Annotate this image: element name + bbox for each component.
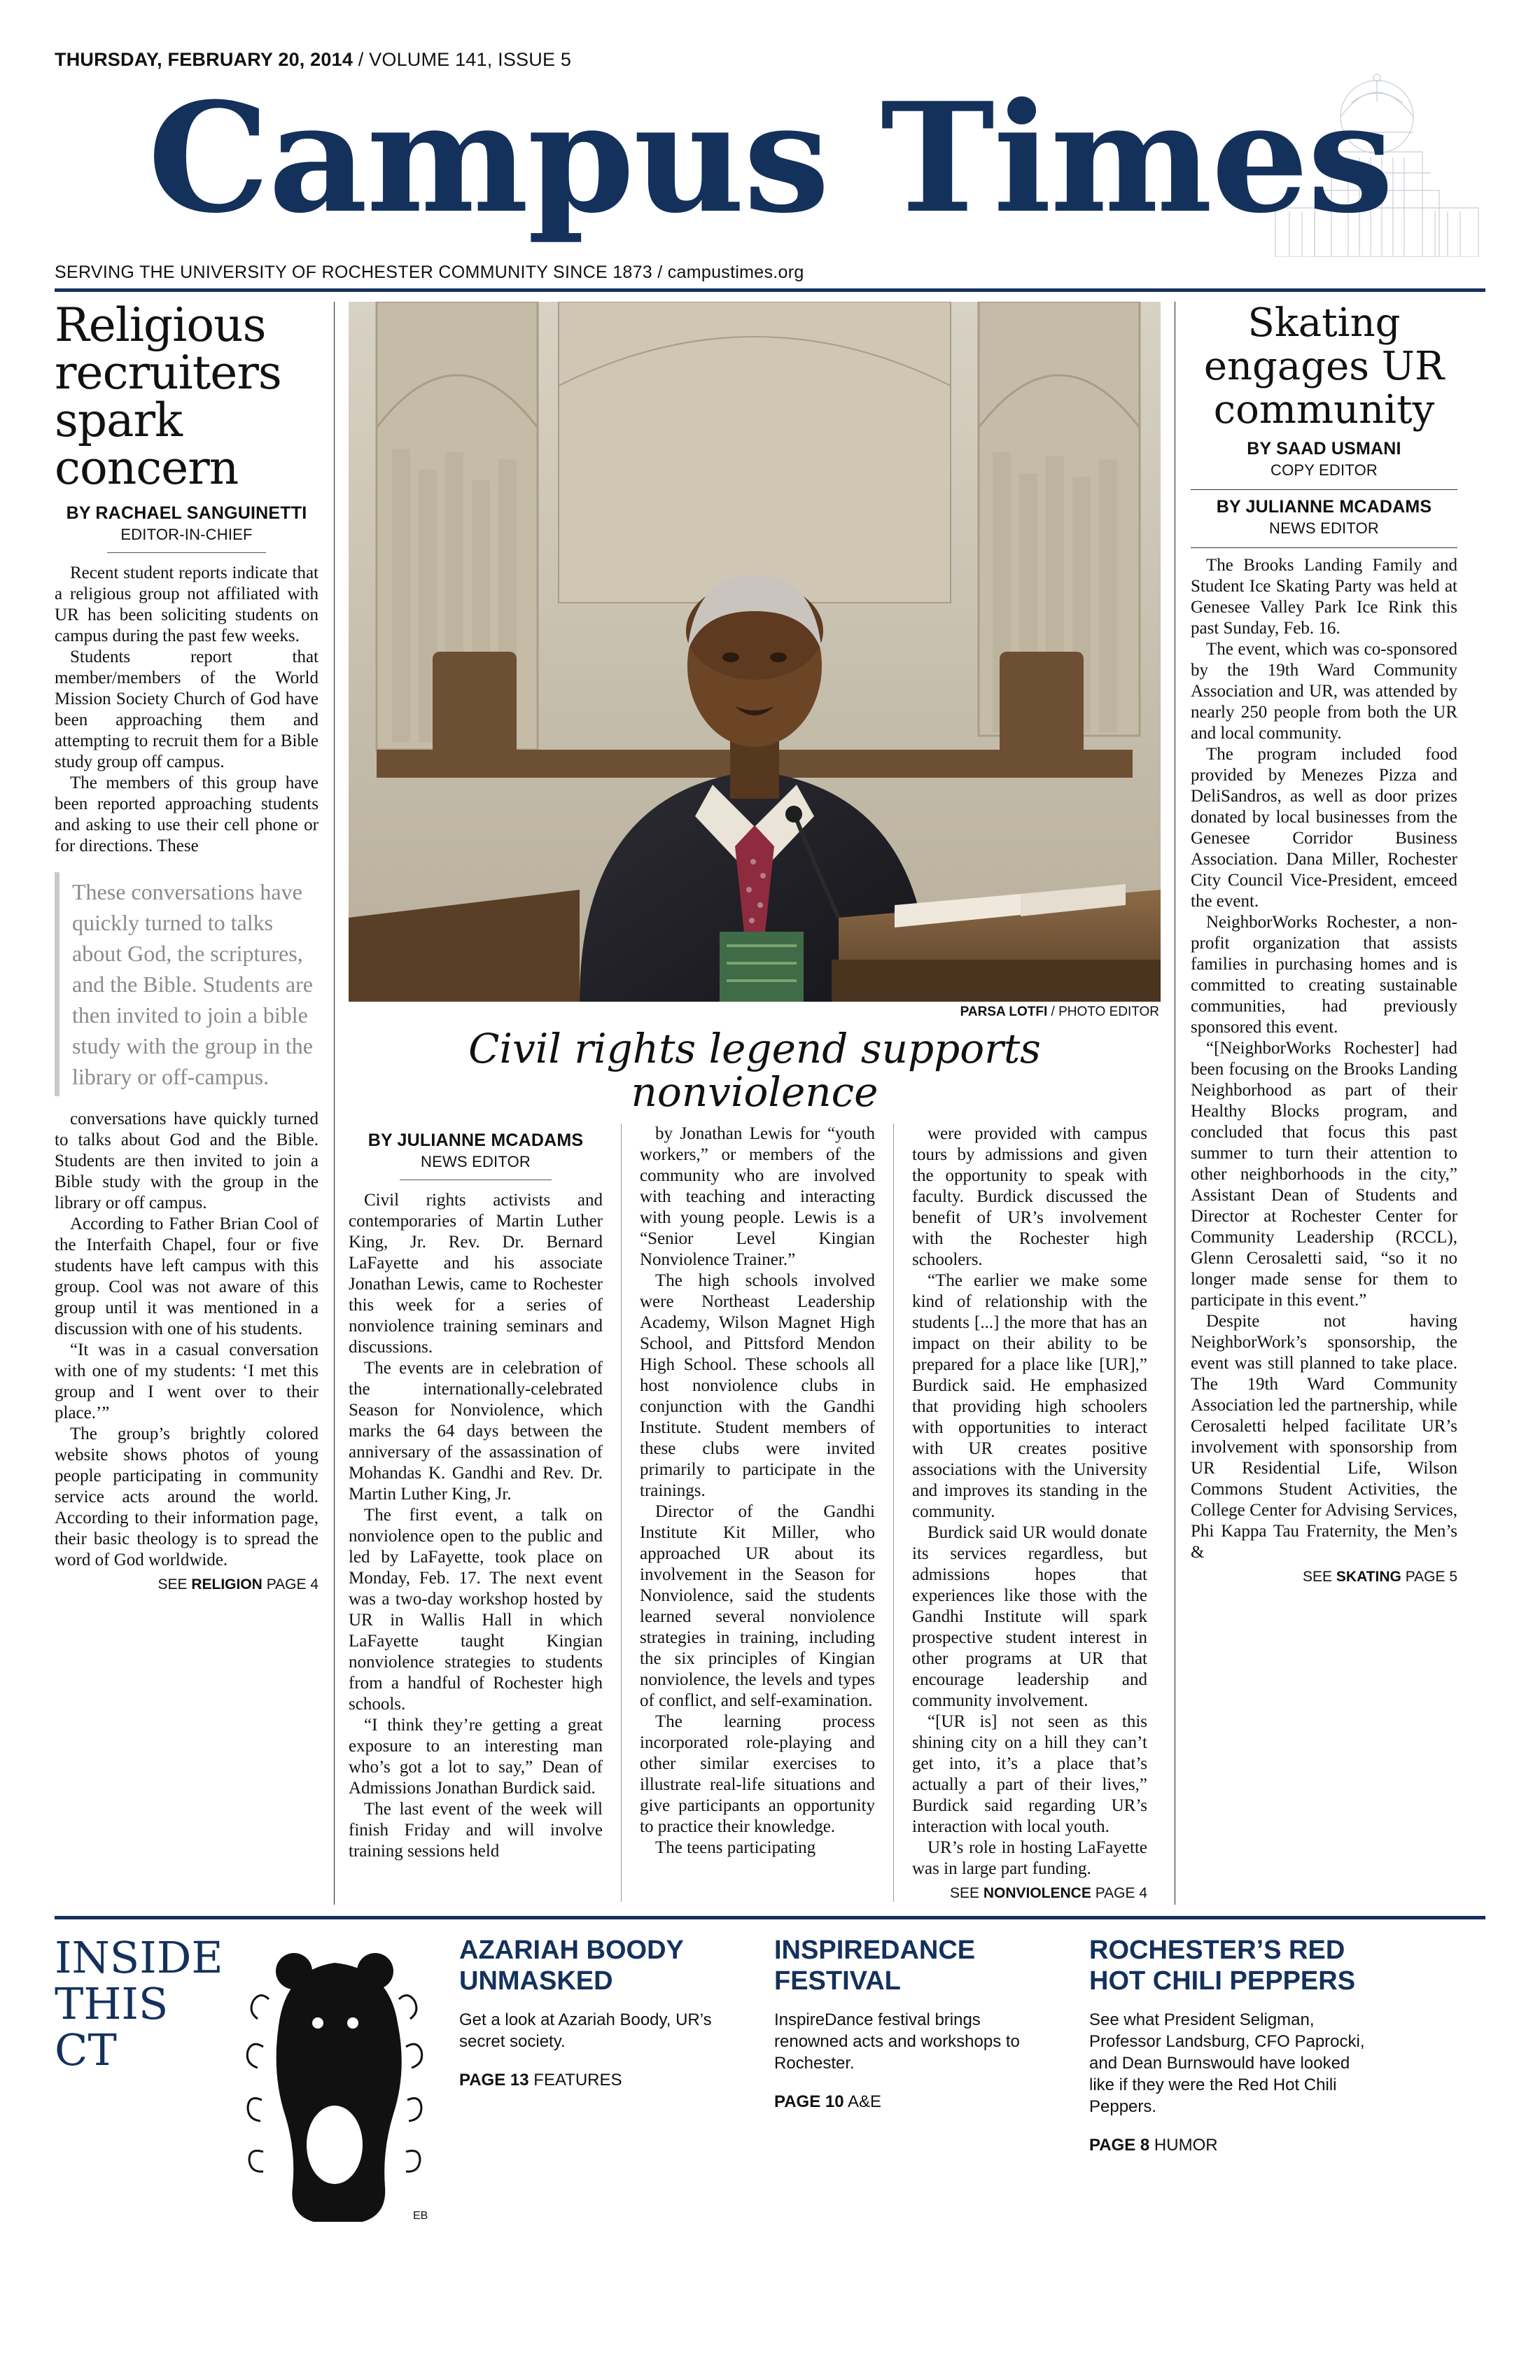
left-headline: Religious recruiters spark concern <box>55 298 281 495</box>
lead-photo <box>349 302 1161 1002</box>
teaser-1-title: AZARIAH BOODY UNMASKED <box>459 1935 684 1996</box>
paragraph: According to Father Brian Cool of the Interfaith Chapel, four or five students have left campus with this group. Cool was not aware of this group until it was mentioned in a discussion with one of his students. <box>55 1214 318 1338</box>
left-byline-title: EDITOR-IN-CHIEF <box>120 526 253 543</box>
teaser-1-page: PAGE 13 <box>459 2071 529 2090</box>
see-label: SEE <box>949 1885 979 1901</box>
dateline-date: THURSDAY, FEBRUARY 20, 2014 <box>55 49 354 70</box>
masthead-tagline: SERVING THE UNIVERSITY OF ROCHESTER COMMUNITY SINCE 1873 / campustimes.org <box>55 262 804 282</box>
paragraph: The teens participating <box>655 1838 816 1857</box>
left-story <box>55 298 335 1905</box>
center-continued-ref[interactable] <box>912 1885 1147 1902</box>
see-page: PAGE 4 <box>266 1576 318 1592</box>
teaser-1-text: Get a look at Azariah Boody, UR’s secret society. <box>459 2010 712 2051</box>
left-body <box>55 563 318 857</box>
teaser-3-section: HUMOR <box>1149 2136 1218 2155</box>
inside-this-ct <box>55 1932 1485 2236</box>
dateline-volume: / VOLUME 141, ISSUE 5 <box>353 49 572 70</box>
right-byline-1: BY SAAD USMANI <box>1247 439 1401 458</box>
paragraph: “[UR is] not seen as this shining city on a hill they can’t get into, it’s a place that’s actually a part of their lives,” Burdick said regarding UR’s interaction with local youth. <box>912 1712 1147 1836</box>
inside-label-line2: THIS CT <box>55 1978 169 2076</box>
inside-label-line1: INSIDE <box>55 1932 223 1983</box>
paragraph: The Brooks Landing Family and Student Ice Skating Party was held at Genesee Valley Park Ice Rink this past Sunday, Feb. 16. <box>1191 556 1457 638</box>
see-page: PAGE 4 <box>1095 1885 1147 1901</box>
teaser-1-page-ref[interactable] <box>459 2071 735 2090</box>
teaser-1-section: FEATURES <box>528 2071 622 2090</box>
see-page: PAGE 5 <box>1405 1569 1457 1585</box>
left-byline: BY RACHAEL SANGUINETTI <box>66 503 307 523</box>
paragraph: NeighborWorks Rochester, a non-profit organization that assists families in purchasing homes and is committed to creating sustainable communities, had previously sponsored this event. <box>1191 913 1457 1037</box>
lead-photo-illustration <box>349 302 1161 1002</box>
left-continued-ref[interactable] <box>55 1576 318 1593</box>
teaser-2-page-ref[interactable] <box>774 2092 1050 2112</box>
right-story <box>1175 302 1457 1905</box>
center-story <box>335 302 1175 1905</box>
paragraph: The group’s brightly colored website shows photos of young people participating in community service acts around the world. According to their information page, their basic theology is to spread the word of God worldwide. <box>55 1424 318 1569</box>
inside-label <box>55 1932 230 2236</box>
photo-credit <box>349 1002 1161 1021</box>
paragraph: “I think they’re getting a great exposure to an interesting man who’s got a lot to say,” Dean of Admissions Jonathan Burdick said. <box>349 1716 603 1798</box>
paragraph: “The earlier we make some kind of relationship with the students [...] the more that has an impact on their ability to be prepared for a place like [UR],” Burdick said. He emphasized that providing high schoolers with opportunities to interact with UR creates positive associations with the University and improves its standing in the community. <box>912 1271 1147 1521</box>
paragraph: Students report that member/members of the World Mission Society Church of God have been approaching them and attempting to recruit them for a Bible study group off campus. <box>55 648 318 771</box>
right-continued-ref[interactable] <box>1191 1569 1457 1586</box>
teaser-2-page: PAGE 10 <box>774 2092 844 2111</box>
photo-credit-role: / PHOTO EDITOR <box>1047 1004 1159 1019</box>
teaser-1[interactable] <box>440 1935 755 2236</box>
paragraph: The event, which was co-sponsored by the 19th Ward Community Association and UR, was attended by nearly 250 people from both the UR and local community. <box>1191 640 1457 743</box>
paragraph: The learning process incorporated role-playing and other similar exercises to illustrate real-life situations and give participants an opportunity to practice their knowledge. <box>640 1712 875 1836</box>
paragraph: Despite not having NeighborWork’s sponsorship, the event was still planned to take place. The 19th Ward Community Association led the partnership, while Cerosaletti helped facilitate UR’s involvement with sponsorship from UR Residential Life, Wilson Commons Student Activities, the College Center for Advising Services, Phi Kappa Tau Fraternity, the Men’s & <box>1191 1312 1457 1562</box>
byline-divider <box>1191 489 1457 490</box>
paragraph: The members of this group have been reported approaching students and asking to use their cell phone or for directions. These <box>55 774 318 855</box>
bottom-rule <box>55 1916 1485 1919</box>
teaser-2-text: InspireDance festival brings renowned acts and workshops to Rochester. <box>774 2010 1020 2073</box>
paragraph: Burdick said UR would donate its services regardless, but admissions hopes that experiences like those with the Gandhi Institute will spark prospective student interest in other programs at UR that encourage leadership and community involvement. <box>912 1523 1147 1710</box>
paragraph: The program included food provided by Menezes Pizza and DeliSandros, as well as door prizes donated by local businesses from the Genesee Corridor Business Association. Dana Miller, Rochester City Council Vice-President, emceed the event. <box>1191 745 1457 911</box>
paragraph: Director of the Gandhi Institute Kit Miller, who approached UR about its involvement in the Season for Nonviolence, said the students learned several nonviolence strategies in training, including the six principles of Kingian nonviolence, the levels and types of conflict, and self-examination. <box>640 1502 875 1710</box>
masthead-title: Campus Times <box>147 69 1393 246</box>
paragraph: The last event of the week will finish Friday and will involve training sessions held <box>349 1800 603 1861</box>
teaser-3-page-ref[interactable] <box>1089 2136 1365 2155</box>
see-label: SEE <box>158 1576 188 1592</box>
paragraph: The high schools involved were Northeast Leadership Academy, Wilson Magnet High School, and Pittsford Mendon High School. These schools all host nonviolence clubs in conjunction with the Gandhi Institute. Student members of these clubs were invited primarily to participate in the trainings. <box>640 1271 875 1500</box>
see-tag: NONVIOLENCE <box>983 1885 1091 1901</box>
photo-credit-name: PARSA LOTFI <box>960 1004 1048 1019</box>
teaser-2-section: A&E <box>844 2092 881 2111</box>
byline-divider <box>1191 547 1457 548</box>
see-label: SEE <box>1303 1569 1333 1585</box>
teaser-3-title: ROCHESTER’S RED HOT CHILI PEPPERS <box>1089 1935 1356 1996</box>
teaser-2-title: INSPIREDANCE FESTIVAL <box>774 1935 976 1996</box>
see-tag: SKATING <box>1336 1569 1401 1585</box>
teaser-3-text: See what President Seligman, Professor Landsburg, CFO Paprocki, and Dean Burnswould have looked like if they were the Red Hot Chili Peppers. <box>1089 2010 1365 2116</box>
mascot-illustration <box>230 1935 440 2236</box>
right-headline: Skating engages UR community <box>1203 300 1445 433</box>
left-body-continued <box>55 1109 318 1571</box>
teaser-3-page: PAGE 8 <box>1089 2136 1150 2155</box>
paragraph: “It was in a casual conversation with one of my students: ‘I met this group and I went over to their place.’” <box>55 1340 318 1422</box>
center-column-3 <box>893 1124 1147 1902</box>
paragraph: Civil rights activists and contemporaries of Martin Luther King, Jr. Rev. Dr. Bernard LaFayette and his associate Jonathan Lewis, came to Rochester this week for a series of nonviolence training seminars and discussions. <box>349 1191 603 1357</box>
center-column-1 <box>349 1124 603 1902</box>
right-byline-1-title: COPY EDITOR <box>1270 461 1378 479</box>
artist-signature: EB <box>413 2210 428 2222</box>
teaser-2[interactable] <box>755 1935 1070 2236</box>
center-columns <box>349 1124 1161 1902</box>
paragraph: The events are in celebration of the internationally-celebrated Season for Nonviolence, which marks the 64 days between the anniversary of the assassination of Mohandas K. Gandhi and Rev. Dr. Martin Luther King, Jr. <box>349 1359 603 1504</box>
masthead-rule <box>55 288 1485 292</box>
main-content-grid <box>55 298 1485 1905</box>
center-headline: Civil rights legend supports nonviolence <box>468 1025 1041 1116</box>
center-byline-title: NEWS EDITOR <box>420 1153 531 1170</box>
paragraph: The first event, a talk on nonviolence open to the public and led by LaFayette, took place on Monday, Feb. 17. The next event was a two-day workshop hosted by UR in Wallis Hall in which LaFayette taught Kingian nonviolence strategies to students from a handful of Rochester high schools. <box>349 1506 603 1714</box>
see-tag: RELIGION <box>191 1576 262 1592</box>
right-byline-2-title: NEWS EDITOR <box>1268 519 1380 537</box>
right-body <box>1191 555 1457 1563</box>
masthead <box>55 69 1485 260</box>
byline-divider <box>107 552 265 553</box>
paragraph: were provided with campus tours by admissions and given the opportunity to speak with faculty. Burdick discussed the benefit of UR’s involvement with the Rochester high schoolers. <box>912 1124 1147 1269</box>
paragraph: conversations have quickly turned to talks about God and the Bible. Students are then invited to join a Bible study with the group in the library or off campus. <box>55 1110 318 1212</box>
paragraph: “[NeighborWorks Rochester] had been focusing on the Brooks Landing Neighborhood as part of their Healthy Blocks program, and concluded that focus this past summer to turn their attention to other neighborhoods in the city,” Assistant Dean of Students and Director at Rochester Center for Community Leadership (RCCL), Glenn Cerosaletti said, “so it no longer made sense for them to participate in this event.” <box>1191 1039 1457 1310</box>
teaser-3[interactable] <box>1070 1935 1385 2236</box>
paragraph: UR’s role in hosting LaFayette was in large part funding. <box>912 1838 1147 1878</box>
center-column-2 <box>621 1124 875 1902</box>
center-byline: BY JULIANNE MCADAMS <box>368 1130 584 1150</box>
bear-drawing-icon <box>230 1935 440 2229</box>
paragraph: by Jonathan Lewis for “youth workers,” or members of the community who are involved with teaching and interacting with young people. Lewis is a “Senior Level Kingian Nonviolence Trainer.” <box>640 1124 875 1269</box>
paragraph: Recent student reports indicate that a religious group not affiliated with UR has been soliciting students on campus during the past few weeks. <box>55 564 318 645</box>
right-byline-2: BY JULIANNE MCADAMS <box>1216 497 1432 517</box>
pull-quote: These conversations have quickly turned to talks about God, the scriptures, and the Bible. Students are then invited to join a bible study with the group in the library or off-campus. <box>55 872 318 1096</box>
